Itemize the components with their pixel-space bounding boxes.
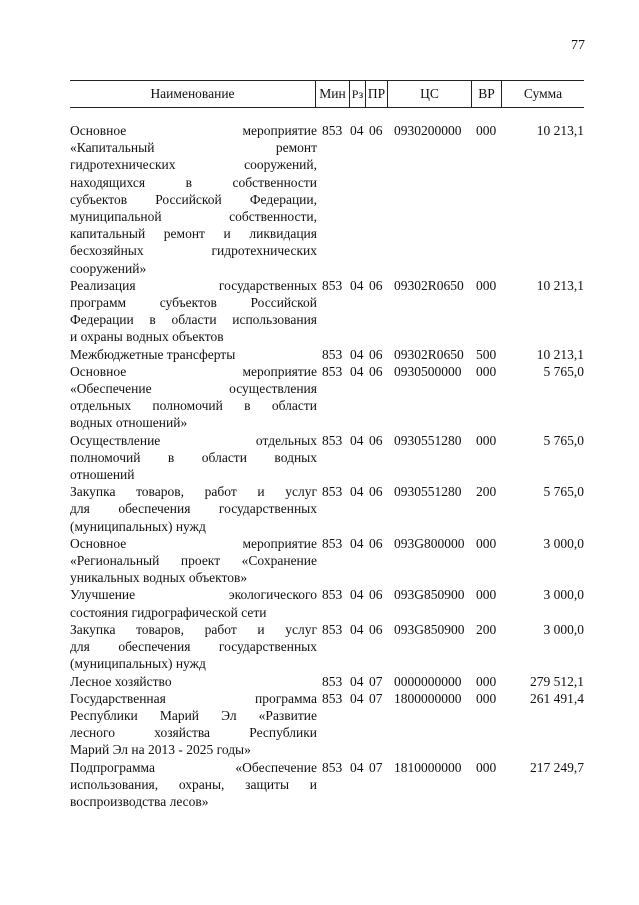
row-vr: 000 — [476, 759, 497, 775]
row-name-line: гидротехнических сооружений, — [70, 157, 317, 173]
table-body — [70, 122, 584, 810]
row-name-line: субъектов Российской Федерации, — [70, 191, 317, 207]
row-sum: 3 000,0 — [543, 535, 584, 551]
row-vr: 500 — [476, 346, 497, 362]
row-name-line: «Региональный проект «Сохранение — [70, 553, 317, 569]
row-name-line: отношений — [70, 467, 135, 483]
header-vr: ВР — [472, 81, 502, 107]
row-vr: 000 — [476, 690, 497, 706]
row-min: 853 — [322, 673, 343, 689]
row-name — [70, 759, 317, 811]
row-name-line: Федерации в области использования — [70, 312, 317, 328]
row-pr: 06 — [369, 484, 383, 500]
row-name-line: и охраны водных объектов — [70, 329, 224, 345]
row-name — [70, 621, 317, 673]
row-sum: 5 765,0 — [543, 363, 584, 379]
row-min: 853 — [322, 535, 343, 551]
row-rz: 04 — [350, 587, 364, 603]
row-sum: 5 765,0 — [543, 432, 584, 448]
row-name-line: уникальных водных объектов» — [70, 570, 248, 586]
table-row — [70, 346, 584, 363]
row-name-line: «Капитальный ремонт — [70, 140, 317, 156]
table-row — [70, 690, 584, 759]
row-cs: 0930551280 — [394, 432, 462, 448]
row-name-line: отдельных полномочий в области — [70, 398, 317, 414]
row-pr: 06 — [369, 277, 383, 293]
row-cs: 0000000000 — [394, 673, 462, 689]
table-row — [70, 483, 584, 535]
row-name — [70, 483, 317, 535]
row-name-line: программ субъектов Российской — [70, 295, 317, 311]
row-cs: 093G800000 — [394, 535, 465, 551]
row-min: 853 — [322, 690, 343, 706]
row-min: 853 — [322, 587, 343, 603]
row-pr: 06 — [369, 363, 383, 379]
row-sum: 10 213,1 — [536, 123, 584, 138]
row-name-line: Республики Марий Эл «Развитие — [70, 707, 317, 723]
row-name-line: полномочий в области водных — [70, 449, 317, 465]
row-pr: 06 — [369, 621, 383, 637]
row-name-line: Межбюджетные трансферты — [70, 346, 236, 362]
header-sum: Сумма — [523, 86, 563, 101]
row-rz: 04 — [350, 363, 364, 379]
row-cs: 093G850900 — [394, 587, 465, 603]
row-name-line: для обеспечения государственных — [70, 639, 317, 655]
row-cs: 09302R0650 — [394, 277, 464, 293]
row-rz: 04 — [350, 535, 364, 551]
row-name — [70, 346, 317, 363]
row-name-line: муниципальной собственности, — [70, 209, 317, 225]
header-min: Мин — [316, 81, 350, 107]
row-pr: 06 — [369, 123, 383, 138]
row-cs: 09302R0650 — [394, 346, 464, 362]
header-rz: Рз — [350, 81, 366, 107]
row-name-line: Лесное хозяйство — [70, 673, 172, 689]
row-min: 853 — [322, 432, 343, 448]
page-number: 77 — [571, 38, 585, 53]
row-name — [70, 122, 317, 277]
row-name-line: состояния гидрографической сети — [70, 604, 267, 620]
row-min: 853 — [322, 346, 343, 362]
row-vr: 000 — [476, 277, 497, 293]
row-name-line: сооружений» — [70, 260, 147, 276]
row-vr: 000 — [476, 123, 497, 138]
row-name-line: лесного хозяйства Республики — [70, 725, 317, 741]
row-name-line: Основное мероприятие — [70, 363, 317, 379]
row-name — [70, 673, 317, 690]
row-min: 853 — [322, 484, 343, 500]
row-rz: 04 — [350, 432, 364, 448]
row-sum: 10 213,1 — [536, 346, 584, 362]
row-vr: 000 — [476, 363, 497, 379]
row-name-line: Марий Эл на 2013 - 2025 годы» — [70, 742, 251, 758]
row-name-line: воспроизводства лесов» — [70, 793, 209, 809]
row-sum: 3 000,0 — [543, 621, 584, 637]
row-name — [70, 363, 317, 432]
row-name — [70, 690, 317, 759]
row-name-line: Закупка товаров, работ и услуг — [70, 484, 317, 500]
row-vr: 200 — [476, 621, 497, 637]
table-row — [70, 673, 584, 690]
row-name-line: находящихся в собственности — [70, 174, 317, 190]
row-vr: 000 — [476, 673, 497, 689]
row-vr: 200 — [476, 484, 497, 500]
row-name-line: Основное мероприятие — [70, 123, 317, 138]
row-name-line: (муниципальных) нужд — [70, 518, 206, 534]
row-cs: 0930200000 — [394, 123, 462, 138]
row-vr: 000 — [476, 432, 497, 448]
row-min: 853 — [322, 759, 343, 775]
row-name-line: Государственная программа — [70, 690, 317, 706]
row-cs: 1800000000 — [394, 690, 462, 706]
row-vr: 000 — [476, 587, 497, 603]
table-row — [70, 122, 584, 277]
row-name-line: Подпрограмма «Обеспечение — [70, 759, 317, 775]
row-name-line: Осуществление отдельных — [70, 432, 317, 448]
row-pr: 06 — [369, 587, 383, 603]
row-cs: 0930551280 — [394, 484, 462, 500]
row-cs: 1810000000 — [394, 759, 462, 775]
row-cs: 093G850900 — [394, 621, 465, 637]
row-name — [70, 535, 317, 587]
row-sum: 261 491,4 — [530, 690, 584, 706]
row-pr: 06 — [369, 432, 383, 448]
row-pr: 07 — [369, 673, 383, 689]
row-rz: 04 — [350, 346, 364, 362]
row-rz: 04 — [350, 277, 364, 293]
row-sum: 10 213,1 — [536, 277, 584, 293]
row-name — [70, 277, 317, 346]
row-name-line: для обеспечения государственных — [70, 501, 317, 517]
header-name: Наименование — [70, 81, 316, 107]
table-row — [70, 621, 584, 673]
row-rz: 04 — [350, 484, 364, 500]
row-name — [70, 586, 317, 620]
row-name-line: водных отношений» — [70, 415, 188, 431]
row-name-line: Улучшение экологического — [70, 587, 317, 603]
row-pr: 06 — [369, 535, 383, 551]
header-pr: ПР — [366, 81, 388, 107]
row-name-line: (муниципальных) нужд — [70, 656, 206, 672]
row-name-line: Основное мероприятие — [70, 535, 317, 551]
row-pr: 07 — [369, 759, 383, 775]
row-rz: 04 — [350, 673, 364, 689]
row-min: 853 — [322, 363, 343, 379]
row-name-line: капитальный ремонт и ликвидация — [70, 226, 317, 242]
table-row — [70, 759, 584, 811]
table-row — [70, 363, 584, 432]
row-sum: 5 765,0 — [543, 484, 584, 500]
row-pr: 06 — [369, 346, 383, 362]
row-name-line: использования, охраны, защиты и — [70, 776, 317, 792]
row-name-line: Закупка товаров, работ и услуг — [70, 621, 317, 637]
row-rz: 04 — [350, 690, 364, 706]
row-min: 853 — [322, 123, 343, 138]
row-name-line: «Обеспечение осуществления — [70, 381, 317, 397]
table-row — [70, 432, 584, 484]
row-rz: 04 — [350, 621, 364, 637]
row-name-line: бесхозяйных гидротехнических — [70, 243, 317, 259]
row-rz: 04 — [350, 123, 364, 138]
row-name-line: Реализация государственных — [70, 277, 317, 293]
row-vr: 000 — [476, 535, 497, 551]
table-row — [70, 535, 584, 587]
header-cs: ЦС — [388, 81, 472, 107]
row-sum: 217 249,7 — [530, 759, 584, 775]
row-sum: 279 512,1 — [530, 673, 584, 689]
row-sum: 3 000,0 — [543, 587, 584, 603]
table-header — [70, 80, 584, 108]
row-name — [70, 432, 317, 484]
row-min: 853 — [322, 277, 343, 293]
row-pr: 07 — [369, 690, 383, 706]
row-rz: 04 — [350, 759, 364, 775]
row-min: 853 — [322, 621, 343, 637]
row-cs: 0930500000 — [394, 363, 462, 379]
table-row — [70, 586, 584, 620]
table-row — [70, 277, 584, 346]
